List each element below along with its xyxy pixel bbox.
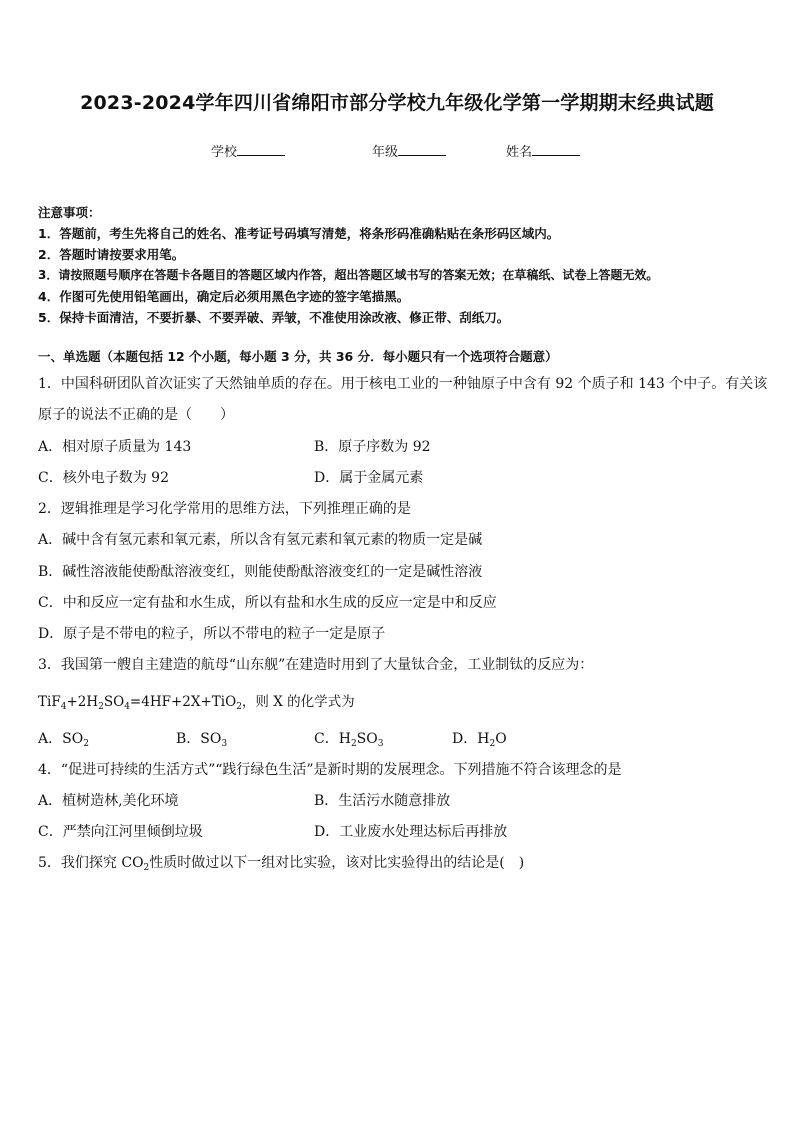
question-1-option-d: D．属于金属元素 <box>314 470 424 486</box>
notice-item: 1．答题前，考生先将自己的姓名、准考证号码填写清楚，将条形码准确粘贴在条形码区域内。 <box>38 226 560 241</box>
question-3-option-b: B．$SO_3$ <box>176 731 228 749</box>
question-2-option-b: B．碱性溶液能使酚酞溶液变红，则能使酚酞溶液变红的一定是碱性溶液 <box>38 564 483 580</box>
question-3-option-d: D．$H_2O$ <box>452 731 507 749</box>
question-4-option-d: D．工业废水处理达标后再排放 <box>314 824 508 840</box>
question-4-option-a: A．植树造林,美化环境 <box>38 793 179 809</box>
name-field <box>506 141 580 160</box>
grade-label: 年级 <box>372 145 399 160</box>
question-1-line2: 原子的说法不正确的是（ ） <box>38 407 234 423</box>
question-1-line1: 1．中国科研团队首次证实了天然铀单质的存在。用于核电工业的一种铀原子中含有 92 个质子和 143 个中子。有关该 <box>38 376 768 392</box>
school-label: 学校 <box>211 145 238 160</box>
question-1-option-c: C．核外电子数为 92 <box>38 470 169 486</box>
grade-blank <box>398 143 446 156</box>
question-4-stem: 4．“促进可持续的生活方式”“践行绿色生活”是新时期的发展理念。下列措施不符合该理念的是 <box>38 762 622 778</box>
question-2-stem: 2．逻辑推理是学习化学常用的思维方法，下列推理正确的是 <box>38 501 411 517</box>
page-title: 2023-2024学年四川省绵阳市部分学校九年级化学第一学期期末经典试题 <box>80 92 714 114</box>
section-heading: 一、单选题（本题包括 12 个小题，每小题 3 分，共 36 分．每小题只有一个选项符合题意） <box>38 349 558 364</box>
question-3-equation: $TiF_4+2H_2SO_4=4HF+2X+TiO_2$，则 X 的化学式为 <box>38 694 355 712</box>
name-blank <box>532 143 580 156</box>
question-1-option-b: B．原子序数为 92 <box>314 439 431 455</box>
question-1-option-a: A．相对原子质量为 143 <box>38 439 192 455</box>
question-4-option-b: B．生活污水随意排放 <box>314 793 451 809</box>
school-blank <box>237 143 285 156</box>
question-2-option-c: C．中和反应一定有盐和水生成，所以有盐和水生成的反应一定是中和反应 <box>38 595 497 611</box>
question-5-stem: 5．我们探究 $CO_2$性质时做过以下一组对比实验，该对比实验得出的结论是( ) <box>38 855 525 873</box>
notice-item: 2．答题时请按要求用笔。 <box>38 247 185 262</box>
notice-item: 4．作图可先使用铅笔画出，确定后必须用黑色字迹的签字笔描黑。 <box>38 289 410 304</box>
grade-field <box>372 141 446 160</box>
question-4-option-c: C．严禁向江河里倾倒垃圾 <box>38 824 203 840</box>
notice-item: 5．保持卡面清洁，不要折暴、不要弄破、弄皱，不准使用涂改液、修正带、刮纸刀。 <box>38 310 510 325</box>
question-2-option-a: A．碱中含有氢元素和氧元素，所以含有氢元素和氧元素的物质一定是碱 <box>38 532 483 548</box>
question-3-option-c: C．$H_2SO_3$ <box>314 731 384 749</box>
school-field <box>211 141 285 160</box>
notice-heading: 注意事项： <box>38 205 101 220</box>
notice-item: 3．请按照题号顺序在答题卡各题目的答题区域内作答，超出答题区域书写的答案无效；在草稿纸、试卷上答题无效。 <box>38 268 659 282</box>
question-3-stem: 3．我国第一艘自主建造的航母“山东舰”在建造时用到了大量钛合金，工业制钛的反应为： <box>38 657 594 673</box>
question-2-option-d: D．原子是不带电的粒子，所以不带电的粒子一定是原子 <box>38 626 386 642</box>
name-label: 姓名 <box>506 145 533 160</box>
question-3-equation-tail: ，则 X 的化学式为 <box>241 694 355 710</box>
question-3-option-a: A．$SO_2$ <box>38 731 89 749</box>
